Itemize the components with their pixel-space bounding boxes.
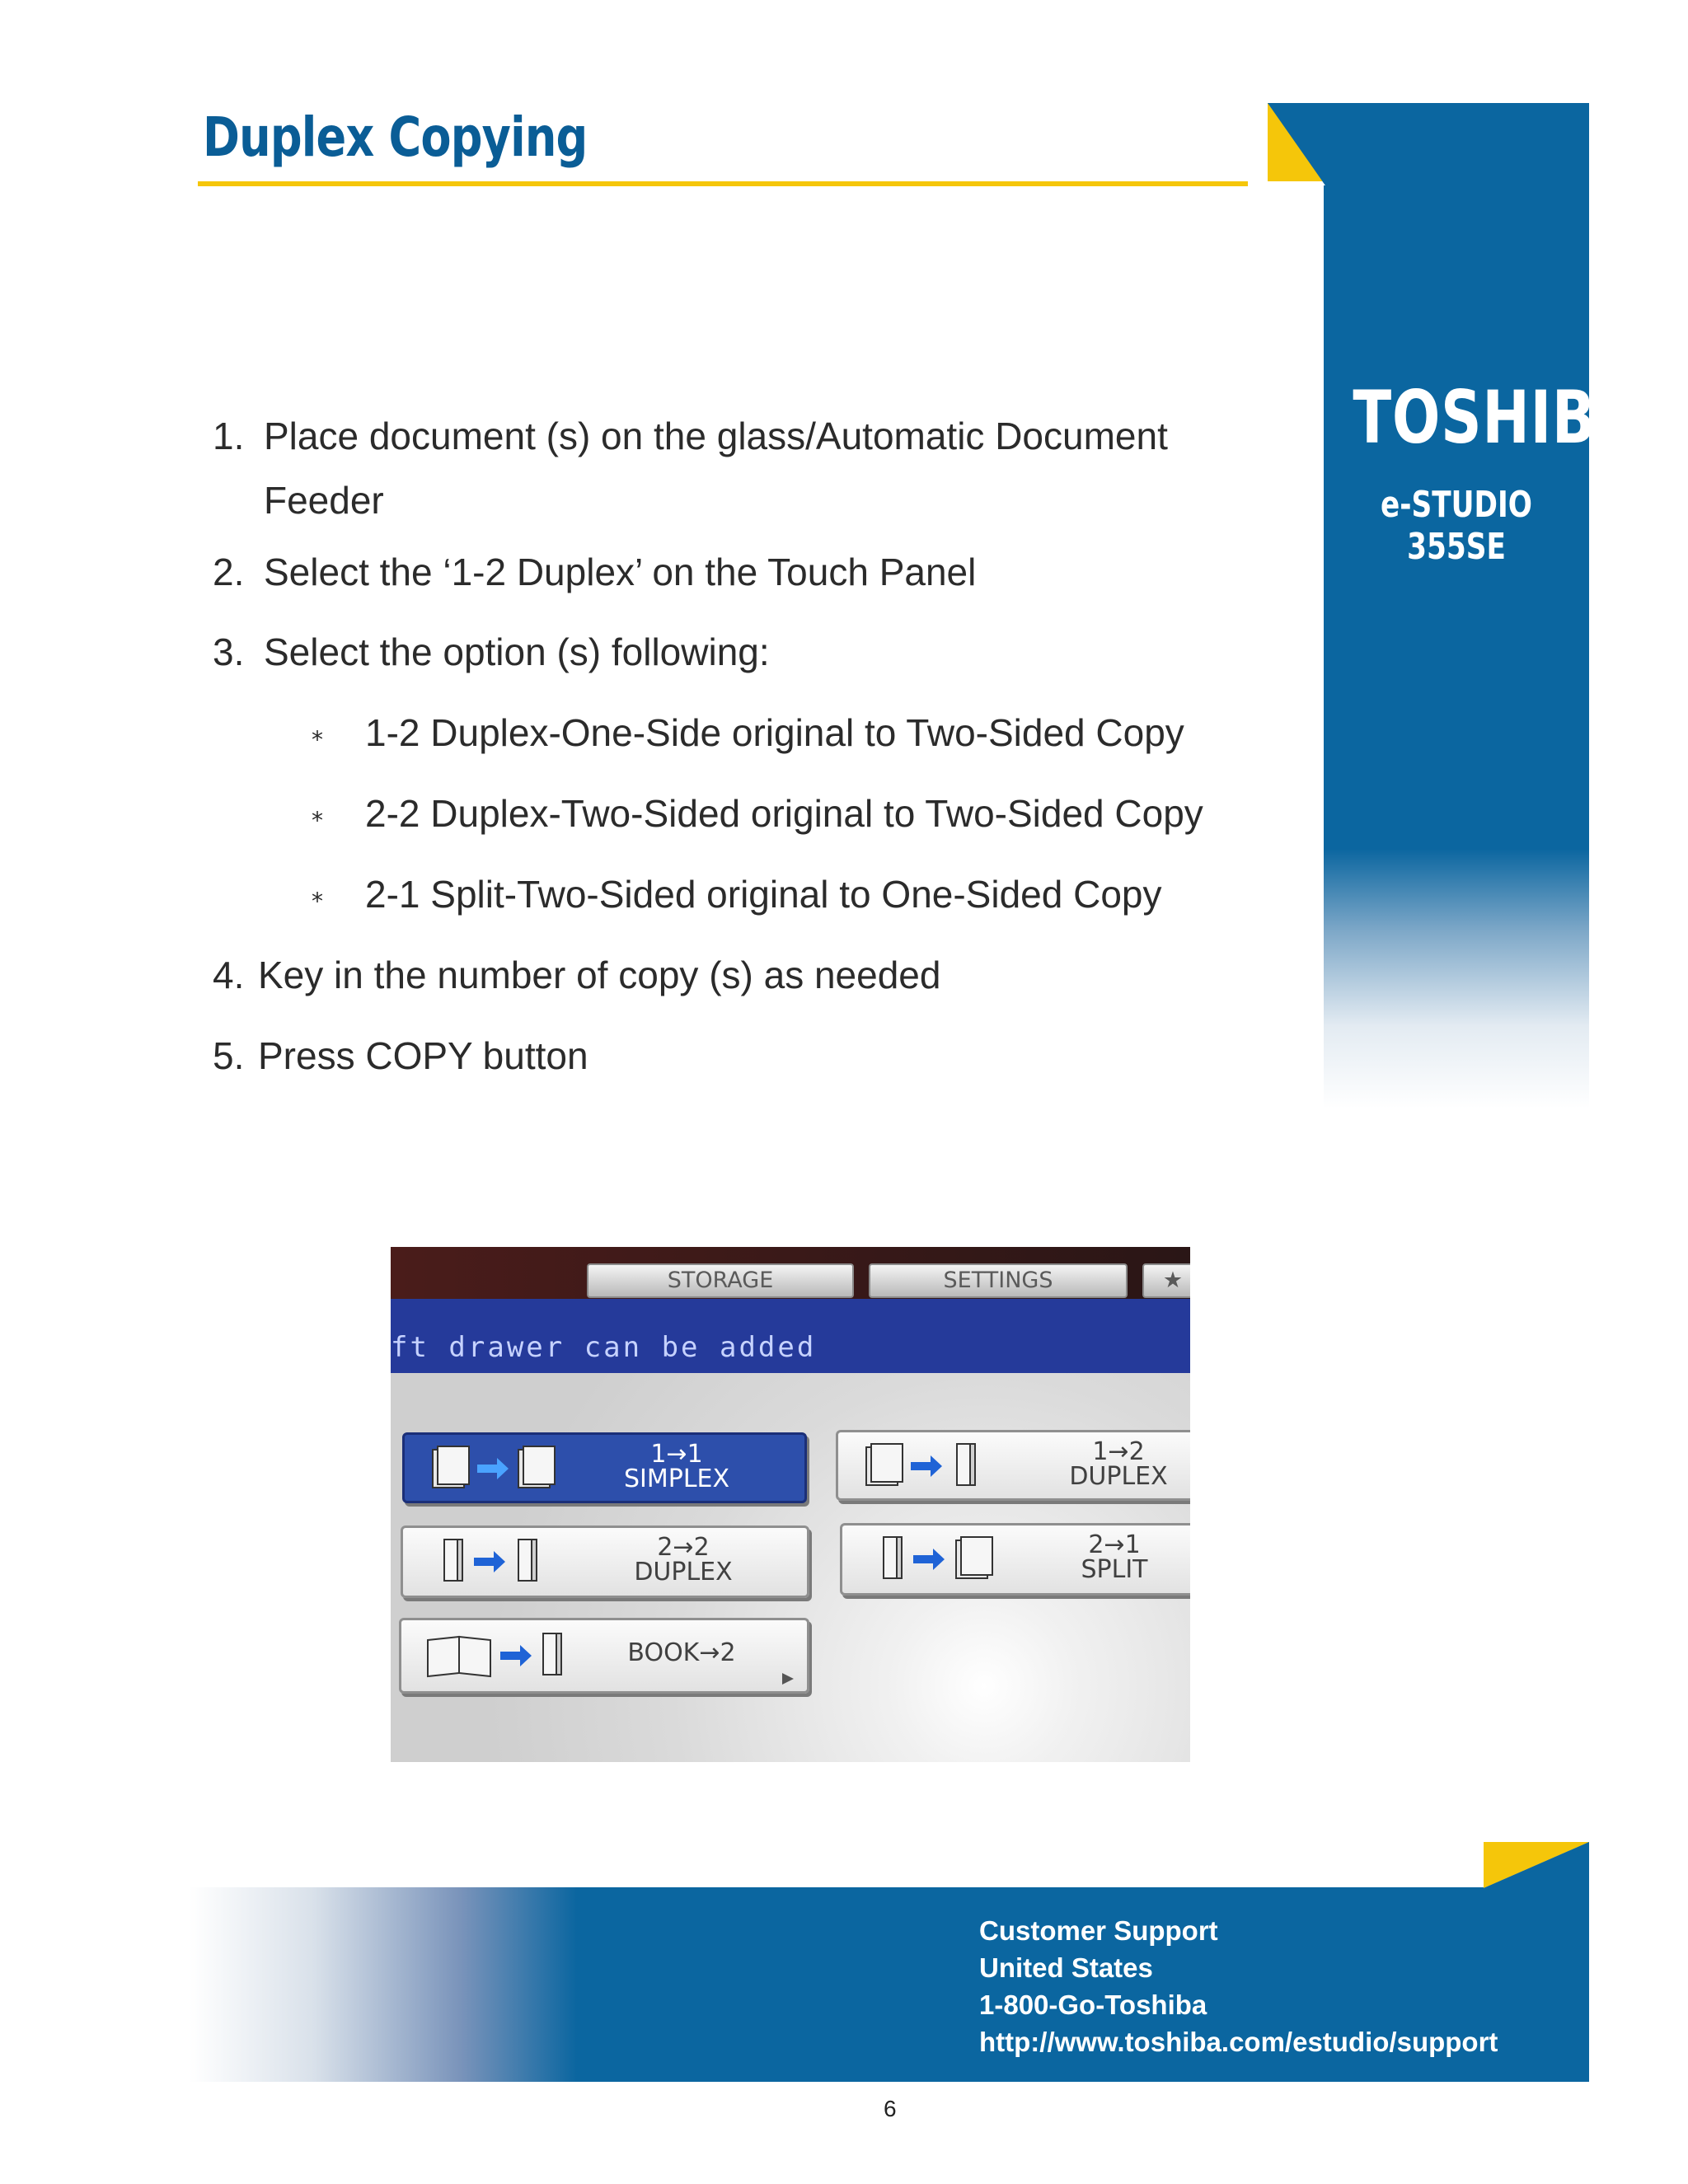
two-to-two-copy-icon	[436, 1538, 576, 1586]
step-text: Select the ‘1-2 Duplex’ on the Touch Panel	[264, 551, 977, 593]
star-icon[interactable]: ★	[1142, 1263, 1190, 1298]
mode-name: DUPLEX	[634, 1558, 733, 1586]
two-to-one-copy-icon	[875, 1535, 1015, 1583]
sidebar-corner-triangle	[1268, 103, 1325, 185]
more-options-triangle-icon	[782, 1673, 794, 1685]
step-text: Select the option (s) following:	[264, 630, 770, 673]
step-number: 4.	[213, 954, 245, 996]
mode-name: SPLIT	[1081, 1555, 1148, 1584]
sub-item-text: 2-2 Duplex-Two-Sided original to Two-Sided Copy	[365, 792, 1203, 835]
sub-item-text: 1-2 Duplex-One-Side original to Two-Sided Copy	[365, 711, 1184, 754]
sidebar-band	[1324, 185, 1640, 1108]
support-heading: Customer Support	[979, 1915, 1218, 1946]
book-to-2-button[interactable]	[399, 1618, 809, 1694]
sub-item-text: 2-1 Split-Two-Sided original to One-Sided Copy	[365, 873, 1162, 916]
page-title: Duplex Copying	[203, 105, 588, 169]
split-2-1-button[interactable]	[840, 1523, 1190, 1596]
step-text: Place document (s) on the glass/Automatic Document Feeder	[264, 415, 1168, 522]
footer-corner-triangle	[1484, 1842, 1589, 1888]
mode-ratio: 2→1	[1088, 1530, 1141, 1559]
step-number: 5.	[213, 1034, 245, 1077]
touch-panel-photo	[391, 1247, 1190, 1762]
duplex-2-2-button[interactable]	[401, 1526, 809, 1598]
step-number: 2.	[213, 551, 245, 593]
title-underline	[198, 181, 1248, 186]
asterisk-bullet-icon: ⁎	[312, 800, 323, 826]
step-text: Key in the number of copy (s) as needed	[258, 954, 941, 996]
support-phone: 1-800-Go-Toshiba	[979, 1990, 1207, 2020]
step-number: 3.	[213, 630, 245, 673]
settings-button[interactable]: SETTINGS	[869, 1263, 1128, 1298]
model-name: e-STUDIO 355SE	[1381, 484, 1532, 568]
asterisk-bullet-icon: ⁎	[312, 881, 323, 907]
page-number: 6	[884, 2096, 897, 2121]
mode-ratio: 1→2	[1092, 1437, 1145, 1466]
one-to-one-copy-icon	[429, 1445, 570, 1493]
one-to-two-copy-icon	[863, 1442, 1003, 1490]
mode-name: SIMPLEX	[623, 1465, 730, 1493]
simplex-1-1-button[interactable]	[402, 1432, 807, 1503]
book-to-two-copy-icon	[423, 1632, 588, 1680]
asterisk-bullet-icon: ⁎	[312, 719, 323, 745]
panel-message-text: ft drawer can be added	[391, 1331, 817, 1364]
support-url[interactable]: http://www.toshiba.com/estudio/support	[979, 2027, 1498, 2057]
storage-button[interactable]: STORAGE	[587, 1263, 854, 1298]
customer-support-block	[979, 1912, 1498, 2060]
support-country: United States	[979, 1952, 1153, 1983]
mode-ratio: 2→2	[657, 1533, 710, 1562]
step-number: 1.	[213, 415, 245, 457]
brand-logo: TOSHIBA	[1353, 375, 1640, 460]
duplex-1-2-button[interactable]	[836, 1430, 1190, 1501]
mode-name: DUPLEX	[1069, 1462, 1168, 1491]
mode-name: BOOK→2	[627, 1638, 736, 1667]
mode-ratio: 1→1	[650, 1440, 703, 1469]
step-text: Press COPY button	[258, 1034, 588, 1077]
